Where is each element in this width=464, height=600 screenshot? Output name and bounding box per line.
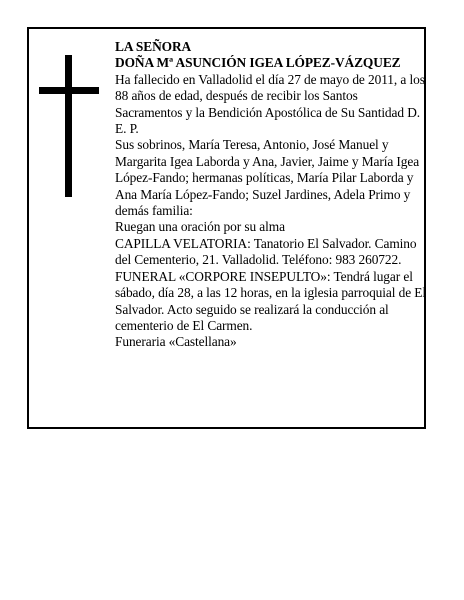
notice-heading-title: LA SEÑORA [115, 39, 192, 54]
deceased-name: DOÑA Mª ASUNCIÓN IGEA LÓPEZ-VÁZQUEZ [115, 55, 401, 71]
death-announcement: Ha fallecido en Valladolid el día 27 de mayo de 2011, a los 88 años de edad, después de recibir los Santos Sacramentos y la Bendición Apostólica de Su Santidad D. E. P. [115, 71, 425, 137]
cross-vertical-bar [65, 55, 72, 197]
prayer-request: Ruegan una oración por su alma [115, 219, 285, 235]
funeral-home: Funeraria «Castellana» [115, 334, 237, 350]
chapel-info: CAPILLA VELATORIA: Tanatorio El Salvador. Camino del Cementerio, 21. Valladolid. Teléfono: 983 260722. [115, 235, 417, 268]
obituary-notice [27, 27, 426, 429]
funeral-info: FUNERAL «CORPORE INSEPULTO»: Tendrá lugar el sábado, día 28, a las 12 horas, en la iglesia parroquial de El Salvador. Acto seguido se realizará la conducción al cementerio de El Carmen. [115, 268, 426, 333]
family-list: Sus sobrinos, María Teresa, Antonio, José Manuel y Margarita Igea Laborda y Ana, Javier, Jaime y María Igea López-Fando; hermanas políticas, María Pilar Laborda y Ana María López-Fando; Suzel Jardines, Adela Primo y demás familia: [115, 137, 420, 219]
notice-body [115, 39, 427, 351]
cross-horizontal-bar [39, 87, 99, 94]
latin-cross-icon [39, 55, 99, 197]
